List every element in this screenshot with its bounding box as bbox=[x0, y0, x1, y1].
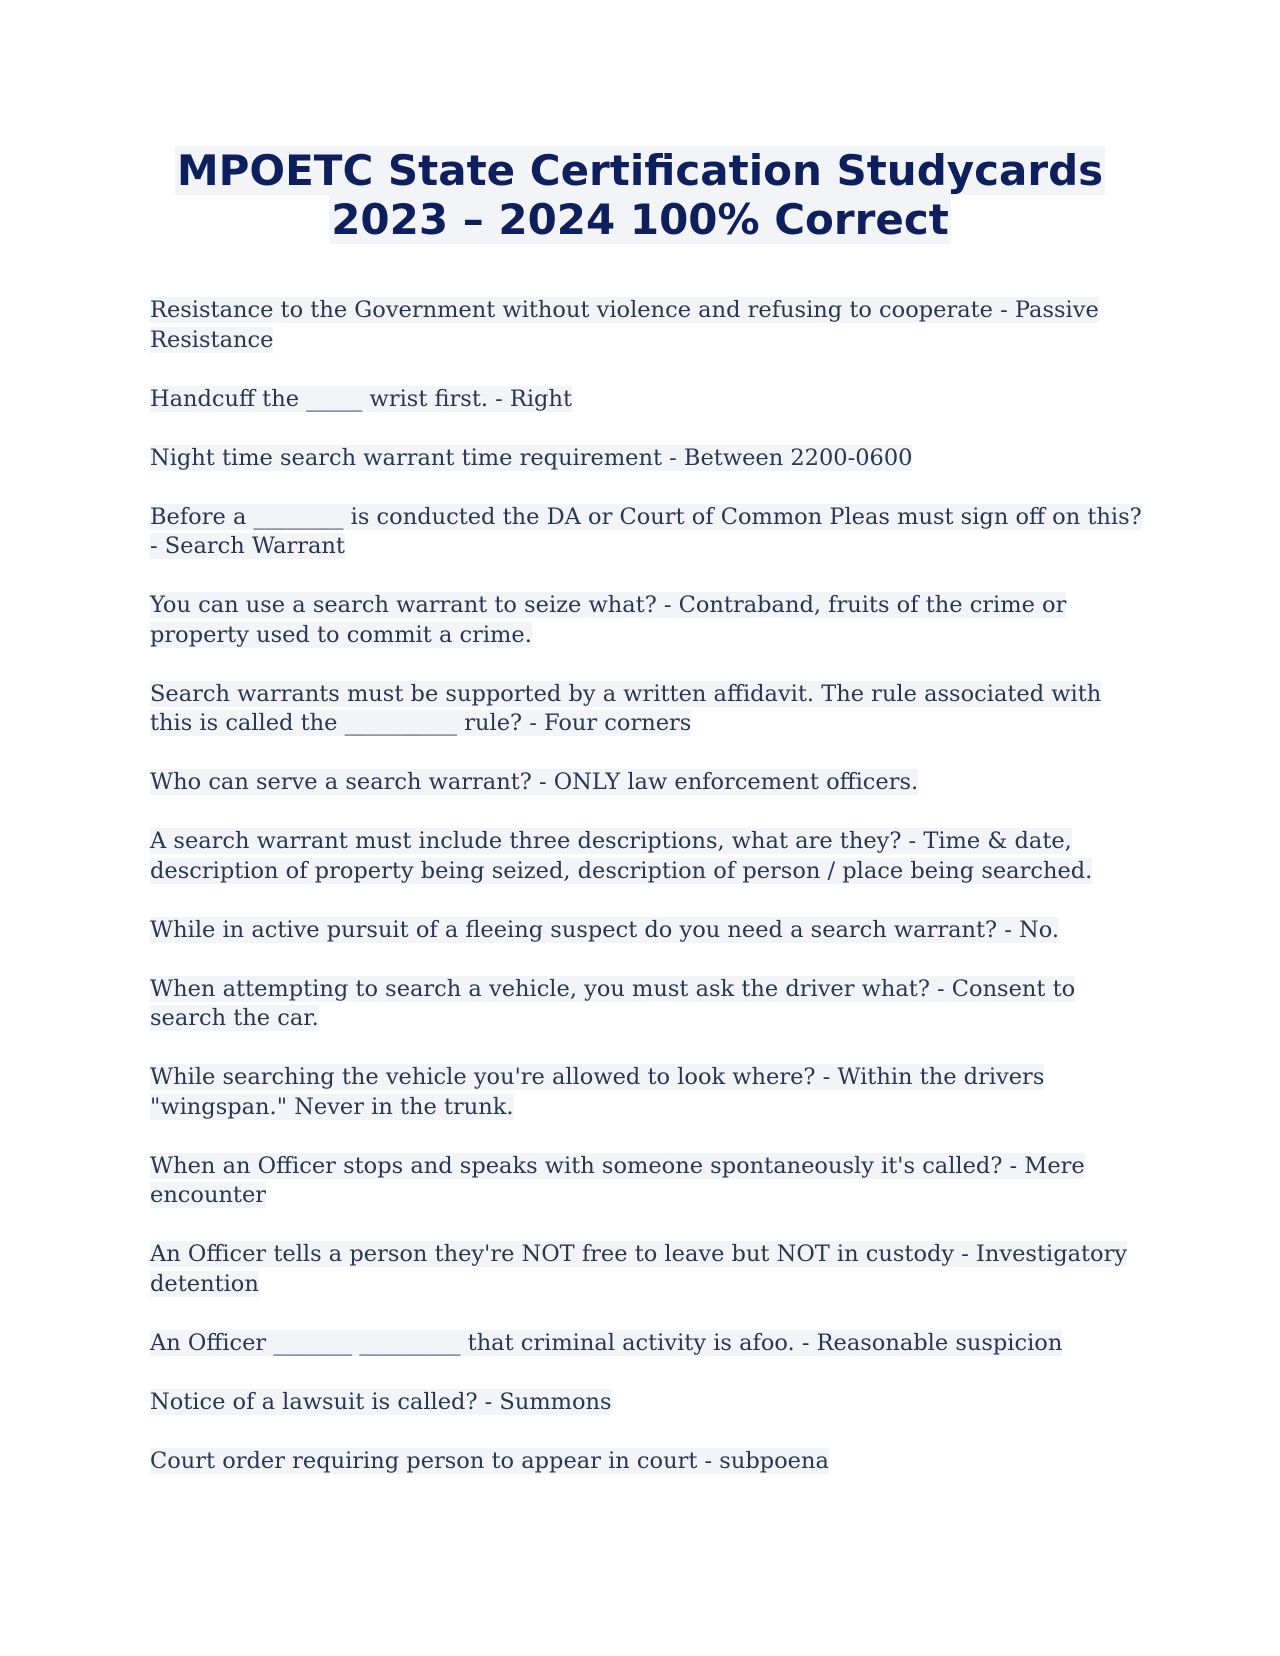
studycard bbox=[150, 591, 1150, 650]
title-line-2: 2023 – 2024 100% Correct bbox=[331, 195, 949, 244]
studycard bbox=[150, 1240, 1150, 1299]
studycard-text: You can use a search warrant to seize what? - Contraband, fruits of the crime or property used to commit a crime. bbox=[150, 592, 1067, 648]
studycard bbox=[150, 1388, 1150, 1418]
studycard-text: Night time search warrant time requirement - Between 2200-0600 bbox=[150, 444, 913, 471]
page-title bbox=[0, 146, 1280, 244]
studycard-text: Who can serve a search warrant? - ONLY law enforcement officers. bbox=[150, 769, 919, 795]
studycard bbox=[150, 444, 1150, 474]
studycard-text: An Officer _______ _________ that criminal activity is afoo. - Reasonable suspicion bbox=[150, 1329, 1063, 1356]
studycard-text: While in active pursuit of a fleeing suspect do you need a search warrant? - No. bbox=[150, 916, 1060, 943]
studycard-text: When attempting to search a vehicle, you must ask the driver what? - Consent to search the car. bbox=[150, 975, 1076, 1031]
studycard-text: While searching the vehicle you're allowed to look where? - Within the drivers "wingspan." Never in the trunk. bbox=[150, 1064, 1045, 1120]
studycard-text: An Officer tells a person they're NOT free to leave but NOT in custody - Investigatory detention bbox=[150, 1241, 1128, 1297]
studycard bbox=[150, 680, 1150, 739]
studycard-text: A search warrant must include three descriptions, what are they? - Time & date, description of property being seized, description of person / place being searched. bbox=[150, 828, 1093, 884]
studycard-text: Notice of a lawsuit is called? - Summons bbox=[150, 1388, 612, 1415]
studycard-text: Search warrants must be supported by a written affidavit. The rule associated with this is called the __________ rule? - Four corners bbox=[150, 680, 1102, 736]
studycard-text: Before a ________ is conducted the DA or Court of Common Pleas must sign off on this? - Search Warrant bbox=[150, 503, 1142, 559]
studycard-list bbox=[150, 296, 1150, 1506]
title-line-1: MPOETC State Certification Studycards bbox=[176, 146, 1104, 195]
studycard bbox=[150, 296, 1150, 355]
studycard-text: Resistance to the Government without violence and refusing to cooperate - Passive Resistance bbox=[150, 297, 1099, 353]
studycard bbox=[150, 768, 1150, 798]
studycard bbox=[150, 975, 1150, 1034]
studycard-text: Handcuff the _____ wrist first. - Right bbox=[150, 385, 572, 412]
studycard-text: Court order requiring person to appear in court - subpoena bbox=[150, 1447, 829, 1474]
studycard bbox=[150, 385, 1150, 415]
studycard bbox=[150, 916, 1150, 946]
studycard bbox=[150, 1329, 1150, 1359]
studycard bbox=[150, 1152, 1150, 1211]
studycard bbox=[150, 1447, 1150, 1477]
studycard bbox=[150, 503, 1150, 562]
studycard bbox=[150, 827, 1150, 886]
studycard bbox=[150, 1063, 1150, 1122]
studycard-text: When an Officer stops and speaks with someone spontaneously it's called? - Mere encounter bbox=[150, 1152, 1085, 1208]
